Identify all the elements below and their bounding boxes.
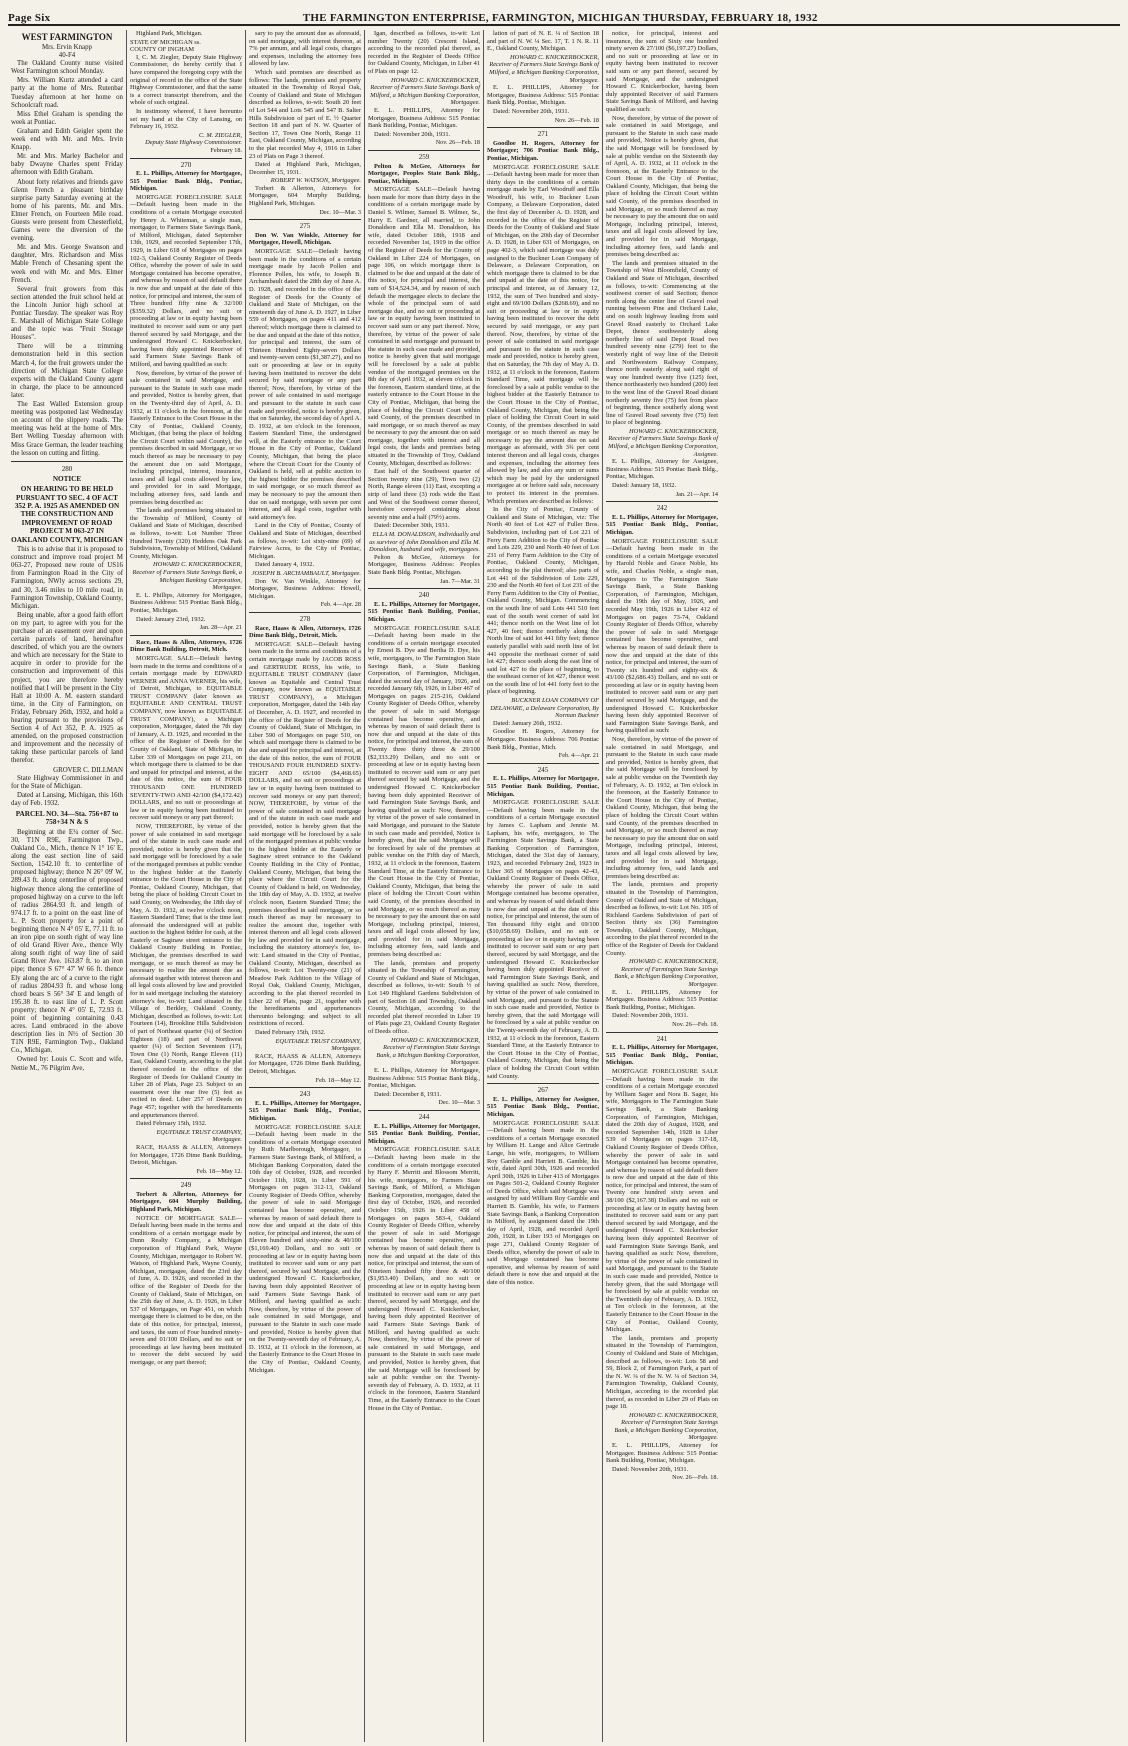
byline: Mrs. Ervin Knapp — [42, 44, 92, 51]
attorney-line: E. L. Phillips, Attorney for Mortgagee, 515 Pontiac Bank Building, Pontiac, Michigan. — [368, 1122, 480, 1145]
attorney-address: Torbert & Allerton, Attorneys for Mortgagee, 604 Murphy Building, Highland Park, Michigan. — [249, 184, 361, 208]
signature: ELLA M. DONALDSON, individually and as survivor of John Donaldson and Ella M. Donaldson, husband and wife, mortgagees. — [369, 531, 480, 554]
signature: GROVER C. DILLMAN — [53, 766, 123, 774]
signature: HOWARD C. KNICKERBOCKER, Receiver of Farmers State Savings Bank, a Michigan Banking Corporation, Mortgagee. — [132, 561, 242, 592]
news-item: Several fruit growers from this section attended the fruit school held at the Lincoln Junior high school at Pontiac Tuesday. The speaker was Roy E. Marshall of Michigan State College and the topic was "Fruit Storage Houses". — [11, 285, 123, 342]
attorney-line: Race, Haass & Allen, Attorneys, 1726 Dime Bank Bldg., Detroit, Mich. — [249, 624, 361, 640]
legal-text: MORTGAGE FORECLOSURE SALE—Default having been made in the conditions of a certain Mortgage executed by James C. Lapham and Jennie M. Lapham, his wife, mortgagors, to The Farmington State Savings Bank, a State Banking Corporation of Farmington, Michigan, dated the 31st day of January, 1923, and recorded February 2nd, 1923 in Liber 365 of Mortgages on pages 42-43, Oakland County Register of Deeds Office, whereby the power of sale in said Mortgage contained has become operative, and whereas by reason of said default there is now due and unpaid at the date of this notice, for principal and interest, the sum of Ten thousand fifty eight and 69/100 ($10,058.69) Dollars, and no suit or proceeding at law or in equity having been instituted to recover said sum or any part thereof, secured by said Mortgage, and the undersigned Howard C. Knickerbocker having been duly appointed Receiver of said Farmington State Savings Bank, and having qualified as such: Now, therefore, by virtue of the power of sale contained in said Mortgage, and pursuant to the Statute in such case made and provided, Notice is hereby given, that the said Mortgage will be foreclosed by a sale at public vendue on the Twenty-seventh day of February, A. D. 1932, at 11 o'clock in the forenoon, Eastern Standard Time, at the Easterly Entrance to the Court House in the City of Pontiac, Oakland County, Michigan, that being the place of holding the Circuit Court within said County. — [487, 799, 599, 1080]
run-dates: Nov. 26—Feb. 18 — [435, 139, 480, 147]
attorney-line: E. L. Phillips, Attorney for Mortgagee, 515 Pontiac Bank Bldg., Pontiac, Michigan. — [249, 1099, 361, 1122]
attorney-line: E. L. Phillips, Attorney for Mortgagee, 515 Pontiac Bank Building, Pontiac, Michigan. — [368, 600, 480, 623]
run-dates: Jan. 7—Mar. 31 — [440, 577, 480, 585]
notice-number: 241 — [656, 1034, 668, 1043]
attorney-line: Race, Haass & Allen, Attorneys, 1726 Dime Bank Building, Detroit, Mich. — [130, 638, 242, 654]
attorney-address: Pelton & McGee, Attorneys for Mortgagee, Business Address: Peoples State Bank Bldg. Pontiac, Michigan. — [368, 553, 480, 576]
legal-text: MORTGAGE SALE—Default having been made for more than thirty days in the conditions of a certain mortgage made by Daniel S. Wilmer, Samuel B. Wilmer, Sr., Harry E. Gardner, all married, to John Donaldson and Ella M. Donaldson, his wife, dated October 18th, 1918 and recorded November 1st, 1919 in the office of the Register of Deeds for the County of Oakland in Liber 224 of Mortgages, on page 106, on which mortgage there is claimed to be due and unpaid at the date of this notice, for principal and interest, the sum of $14,524.34, and by reason of such default the mortgagee elects to declare the whole of the principal sum of said mortgage due, and no suit or proceeding at law or in equity having been instituted to recover said sum or any part thereof. Now, therefore, by virtue of the power of sale contained in said mortgage and pursuant to the statute in such case made and provided, notice is hereby given that said mortgage will be foreclosed by a sale at public vendue of the mortgaged premises on the 8th day of April 1932, at eleven o'clock in the forenoon, Eastern standard time, at the easterly entrance to the Court House in the City of Pontiac, Michigan, that being the place of holding the Circuit Court within said County, of the premises described in said mortgage, or so much thereof as may be necessary to pay the amount due on said mortgage, together with interest and all legal costs, the lands and premises being situated in the Township of Troy, Oakland County, Michigan, described as follows: — [368, 186, 480, 467]
signature: C. M. ZIEGLER, — [198, 131, 242, 139]
run-dates: Jan. 21—Apr. 14 — [675, 490, 718, 498]
notice-date: Dated: January 26th, 1932. — [493, 719, 563, 727]
signature-title: State Highway Commissioner in and for the State of Michigan. — [11, 774, 123, 790]
legal-text: Now, therefore, by virtue of the power of sale contained in said Mortgage, and pursuant to the Statute in such case made and provided, Notice is hereby given, that on the Twenty-third day of April, A. D. 1932, at 11 o'clock in the forenoon, at the Easterly Entrance to the Court House in the City of Pontiac, Oakland County, Michigan, (that being the place of holding the Circuit Court within said County), the premises described in said Mortgage, or so much thereof as may be necessary to pay the amount due on said Mortgage, including principal, interest, insurance, taxes and all legal costs allowed by law, and provided for in said Mortgage, including attorney fees, said lands and premises being described as: — [130, 369, 242, 506]
notice-number: 280 — [61, 464, 73, 473]
notice-number: 259 — [418, 152, 430, 161]
legal-text: The lands, premises and property situated in the Township of Farmington, County of Oakland and State of Michigan, described as follows, to-wit: Lot No. 105 of Richland Gardens Subdivision of part of Section thirty six (36) Farmington Township, Oakland County, Michigan, according to the plat thereof recorded in the office of the Register of Deeds for Oakland County. — [606, 881, 718, 957]
notice-heading: NOTICE — [52, 474, 82, 483]
attorney-address: Goodloe H. Rogers, Attorney for Mortgagee. Business Address: 706 Pontiac Bank Bldg., Pontiac, Mich. — [487, 728, 599, 751]
page-header — [8, 6, 1120, 26]
divider — [487, 763, 599, 764]
attorney-line: Pelton & McGee, Attorneys for Mortgagee, Peoples State Bank Bldg., Pontiac, Michigan. — [368, 162, 480, 185]
legal-text: MORTGAGE FORECLOSURE SALE—Default having been made in the conditions of a certain Mortgage executed by Harold Noble and Grace Noble, his wife, and Charles Noble, a single man, Mortgagors to The Farmington State Savings Bank, a State Banking Corporation, of Farmington, Michigan, dated the 19th day of May, 1926, and recorded May 19th, 1926 in Liber 412 of Mortgages on pages 73-74, Oakland County Register of Deeds Office, whereby the power of sale in said Mortgage contained has become operative, and whereas by reason of said default there is now due and unpaid at the date of this notice, for principal and interest, the sum of Twenty six hundred and eighty-six & 43/100 ($2,686.43) Dollars, and no suit or proceeding at law or in equity having been instituted to recover said sum or any part thereof secured by said Mortgage, and the undersigned Howard C. Knickerbocker having been duly appointed Receiver of said Farmington State Savings Bank, and having qualified as such: — [606, 537, 718, 735]
signature: ROBERT W. WATSON, Mortgagee. — [270, 177, 361, 185]
divider — [130, 158, 242, 159]
legal-text: The lands and premises being situated in the Township of Milford, County of Oakland and State of Michigan, described as follows, to-wit: Lot Number Three Hundred Twenty (320) Heddens Oak Park Subdivision, Township of Milford, Oakland County, Michigan. — [130, 507, 242, 560]
attorney-address: E. L. Phillips, Attorney for Mortgagee, Business Address: 515 Pontiac Bank Bldg., Pontiac, Michigan. — [130, 591, 242, 614]
attorney-line: E. L. Phillips, Attorney for Assignee, 515 Pontiac Bank Bldg., Pontiac, Michigan. — [487, 1095, 599, 1118]
attorney-address: E. L. PHILLIPS, Attorney for Mortgagee, Business Address: 515 Pontiac Bank Bldg. Pontiac, Michigan. — [487, 84, 599, 107]
signature: EQUITABLE TRUST COMPANY, Mortgagee. — [156, 1128, 242, 1144]
run-dates: Nov. 26—Feb. 18. — [672, 1021, 718, 1028]
notice-number: 278 — [299, 614, 311, 623]
signature: HOWARD C. KNICKERBOCKER, Receiver of Farmers State Savings Bank of Milford, a Michigan Banking Corporation, Assignee. — [608, 427, 718, 458]
legal-text: NOTICE OF MORTGAGE SALE—Default having been made in the terms and conditions of a certain mortgage made by Dunn Realty Company, a Michigan corporation of Highland Park, Wayne County, Michigan, mortgagor to Robert W. Watson, of Highland Park, Wayne County, Michigan, mortgagee, dated the 23rd day of June, A. D. 1926, and recorded in the office of the Register of Deeds for the County of Oakland, State of Michigan, on the 25th day of June, A. D. 1926, in Liber 537 of Mortgages, on Page 451, on which mortgage there is claimed to be due, on the date of this notice, for principal, interest, and taxes, the sum of Four hundred ninety-seven and 01/100 Dollars, and no suit or proceedings at law having been instituted to recover the debt secured by said mortgage, or any part thereof; — [130, 1214, 242, 1366]
signature: HOWARD C. KNICKERBOCKER, Receiver of Farmington State Savings Bank, a Michigan Banking Corporation, Mortgagee. — [614, 958, 718, 989]
attorney-address: RACE, HAASS & ALLEN, Attorneys for Mortgagee, 1726 Dime Bank Building, Detroit, Michigan. — [249, 1052, 361, 1075]
attorney-address: RACE, HAASS & ALLEN, Attorneys for Mortgagee, 1726 Dime Bank Building, Detroit, Michigan. — [130, 1143, 242, 1167]
signature: BUCKNER LOAN COMPANY OF DELAWARE, a Delaware Corporation, By Norman Buckner — [490, 697, 599, 720]
divider — [487, 127, 599, 128]
notice-number: 271 — [537, 130, 549, 139]
news-item: The Oakland County nurse visited West Farmington school Monday. — [11, 60, 123, 76]
attorney-address: E. L. PHILLIPS, Attorney for Mortgagee. Business Address: 515 Pontiac Bank Building, Pontiac, Michigan. — [606, 988, 718, 1011]
notice-date: Dated: November 20th, 1931. — [612, 1465, 689, 1473]
legal-text: Now, therefore, by virtue of the power of sale contained in said Mortgage, and pursuant to the Statute in such case made and provided, Notice is hereby given, that the said Mortgage will be foreclosed by sale at public vendue on the Twentieth day of February, A. D. 1932, at Ten o'clock in the forenoon, at the Easterly Entrance to the Court House in the City of Pontiac, Oakland County, Michigan, that being the place of holding the Circuit Court within said County, of the premises described in said Mortgage, or so much thereof as may be necessary to pay the amount due on said Mortgage, including principal, interest, taxes and all legal costs allowed by law, and provided for in said Mortgage, including attorney fees, said lands and premises being described as: — [606, 736, 718, 880]
legal-text: I, C. M. Ziegler, Deputy State Highway Commissioner, do hereby certify that I have compared the foregoing copy with the original of record in the office of the State Highway Commissioner, and that the same is a correct transcript therefrom, and the whole of such original. — [130, 53, 242, 107]
attorney-line: Torbert & Allerton, Attorneys for Mortgagee, 604 Murphy Building, Highland Park, Michigan. — [130, 1190, 242, 1214]
legal-text: MORTGAGE SALE—Default having been made in the terms and conditions of a certain mortgage made by JACOB ROSS and GERTRUDE ROSS, his wife, to EQUITABLE TRUST COMPANY (later known as Equitable and Central Trust Company, now known as EQUITABLE TRUST COMPANY), a Michigan corporation, Mortgagee, dated the 14th day of December, A. D. 1927, and recorded in the office of the Register of Deeds for the County of Oakland, State of Michigan, in Liber 590 of Mortgages on page 510, on which said mortgage there is claimed to be due and unpaid for principal and interest, at the date of this notice, the sum of FOUR THOUSAND FOUR HUNDRED SIXTY-EIGHT AND 65/100 ($4,468.65) DOLLARS, and no suit or proceedings at law or in equity having been instituted to recover said moneys or any part thereof; NOW, THEREFORE, by virtue of the power of sale contained in said mortgage and of the statute in such case made and provided, notice is hereby given that the said mortgage will be foreclosed by a sale of the mortgaged premises at public vendue to the highest bidder at the Easterly or Saginaw street entrance to the Oakland County Building in the City of Pontiac, Oakland County, Michigan, that being the place where the Circuit Court for the County of Oakland is held, on Wednesday, the 18th day of May, A. D. 1932, at twelve o'clock noon, Eastern Standard Time; the premises described in said mortgage, or so much thereof as may be necessary to realize the amount due, together with interest thereon and all legal costs allowed by law and provided for in said mortgage, including the statutory attorney's fee, to-wit: Land situated in the City of Pontiac, Oakland County, Michigan, described as follows, to-wit: Lot Twenty-one (21) of Meadow Park Addition to the Village of Royal Oak, Oakland County, Michigan, according to the plat thereof recorded in Liber 22 of Plats, page 21, together with the hereditaments and appurtenances thereunto belonging; and subject to all restrictions of record. — [249, 640, 361, 1028]
attorney-line: E. L. Phillips, Attorney for Mortgagee, 515 Pontiac Bank Bldg., Pontiac, Michigan. — [606, 1044, 718, 1067]
legal-text: Land in the City of Pontiac, County of Oakland and State of Michigan, described as follows, to-wit: Lot sixty-nine (69) of Fairview Acres, to the City of Pontiac, Michigan. — [249, 522, 361, 560]
attorney-line: Don W. Van Winkle, Attorney for Mortgagee, Howell, Michigan. — [249, 231, 361, 247]
legal-text: MORTGAGE SALE—Default having been made in the conditions of a certain mortgage made by Jacob Pollen and Florence Pollen, his wife, to Joseph B. Archambault dated the 28th day of June A. D. 1928, and recorded in the office of the Register of Deeds for the County of Oakland and State of Michigan, on the nineteenth day of June A. D. 1927, in Liber 559 of Mortgages, on pages 411 and 412 thereof; which mortgage there is claimed to be due and unpaid at the date of this notice, for principal and interest, the sum of Thirteen Hundred Eighty-seven Dollars and twenty-seven cents ($1,387.27), and no suit or proceeding at law or in equity having been instituted to recover the debt secured by said mortgage or any part thereof; Now, therefore, by virtue of the power of sale contained in said mortgage and pursuant to the statute in such case made and provided, notice is hereby given, that on Saturday, the second day of April A. D. 1932, at ten o'clock in the forenoon, Eastern Standard Time, the undersigned will, at the Easterly entrance to the Court House in the City of Pontiac, Oakland County, Michigan, that being the place where the Circuit Court for the County of Oakland is held, sell at public auction to the highest bidder the premises described in said mortgage, or so much thereof as may be necessary to pay the amount then due on said mortgage, with seven per cent interest, and all legal costs, together with said attorney's fee. — [249, 248, 361, 521]
notice-text: This is to advise that it is proposed to construct and improve road project M 063-27, Proposed new route of US16 from Farmington Road in the City of Farmington, NWly across sections 29, and 30, 3.46 miles to 10 mile road, in Farmington Township, Oakland County, Michigan. — [11, 546, 123, 610]
notice-number: 244 — [418, 1112, 430, 1121]
column-4 — [365, 30, 484, 1742]
legal-text: In testimony whereof, I have hereunto set my hand at the City of Lansing, on February 16, 1932. — [130, 107, 242, 131]
divider — [368, 1110, 480, 1111]
legal-text: MORTGAGE FORECLOSURE SALE—Default having been made in the conditions of a certain Mortgage executed by Henry A. Whiteman, a single man, mortgagor, to Farmers State Savings Bank, of Milford, Michigan, dated September 13th, 1929, and recorded September 17th, 1929, in Liber 618 of Mortgages on pages 102-3, Oakland County Register of Deeds Office, whereby the power of sale in said Mortgage contained has become operative, and whereas by reason of said default there is now due and unpaid at the date of this notice, for principal and interest, the sum of Three hundred fifty nine & 32/100 ($359.32) Dollars, and no suit or proceeding at law or in equity having been instituted to recover said sum or any part thereof secured by said Mortgage, and the undersigned Howard C. Knickerbocker, having been duly appointed Receiver of said Farmers State Savings Bank of Milford, and having qualified as such: — [130, 193, 242, 368]
attorney-address: E. L. Phillips, Attorney for Mortgagee, Business Address: 515 Pontiac Bank Bldg., Pontiac, Michigan. — [368, 1066, 480, 1090]
divider — [368, 588, 480, 589]
page-number: Page Six — [8, 12, 51, 24]
notice-date: Dated: December 8, 1931. — [374, 1090, 442, 1098]
news-item: Mr. and Mrs. Marley Bachelor and baby Dwayne Charles spent Friday afternoon with Edith Graham. — [11, 153, 123, 177]
legal-text: Now, therefore, by virtue of the power of sale contained in said Mortgage, and pursuant to the Statute in such case made and provided, Notice is hereby given, that the said Mortgage will be foreclosed by sale at public vendue on the Sixteenth day of April, A. D. 1932, at 11 o'clock in the forenoon, at the Easterly Entrance to the Court House in the City of Pontiac, Oakland County, Michigan, that being the place of holding the Circuit Court within said County, of the premises described in said Mortgage, or so much thereof as may be necessary to pay the amount due on said Mortgage, including principal, interest, taxes and all legal costs allowed by law, and provided for in said Mortgage, including attorney fees, said lands and premises being described as: — [606, 114, 718, 259]
notice-date: Dated: November 20th, 1931. — [374, 130, 451, 138]
run-dates: February 18. — [210, 146, 242, 154]
notice-date: Dated: January 18, 1932. — [612, 482, 677, 490]
attorney-line: E. L. Phillips, Attorney for Mortgagee, 515 Pontiac Bank Building, Pontiac, Michigan. — [487, 775, 599, 798]
attorney-line: Goodloe H. Rogers, Attorney for Mortgagee; 706 Pontiac Bank Bldg., Pontiac, Michigan. — [487, 139, 599, 162]
legal-text: MORTGAGE FORECLOSURE SALE—Default having been made in the conditions of a certain mortgage executed by Ernest B. Dye and Bertha D. Dye, his wife, mortgagors, to The Farmington State Savings Bank, a State Banking Corporation, of Farmington, Michigan, dated the second day of January, 1926, and recorded January 6th, 1926, in Liber 467 of Mortgages on pages 215-216, Oakland County Register of Deeds Office, whereby the power of sale in said Mortgage contained has become operative, and whereas by reason of said default there is now due and unpaid at the date of this notice, for principal and interest, the sum of Twenty three thirty three & 29/100 ($2,333.29) Dollars, and no suit or proceeding at law or in equity having been instituted to recover said sum or any part thereof secured by said Mortgage, and the undersigned Howard C. Knickerbocker having been duly appointed Receiver of said Farmington State Savings Bank, and having qualified as such: Now, therefore, by virtue of the power of sale contained in said Mortgage, and pursuant to the Statute in such case made and provided, Notice is hereby given, that the said Mortgage will be foreclosed by sale of the premises at public vendue on the Fifth day of March, 1932, at 11 o'clock in the forenoon, Eastern Standard Time, at the Easterly Entrance to the Court House in the City of Pontiac, Oakland County, Michigan, that being the place of holding the Circuit Court within said County, of the premises described in said Mortgage, or so much thereof as may be necessary to pay the amount due on said Mortgage, including principal, interest, taxes and all legal costs allowed by law, and provided for in said Mortgage, including attorney fees, said lands and premises being described as: — [368, 624, 480, 959]
run-dates: Dec. 10—Mar. 3 — [438, 1099, 480, 1107]
legal-text: MORTGAGE SALE—Default having been made in the terms and conditions of a certain mortgage made by EDWARD WERNER and ANNA WERNER, his wife, of Detroit, Michigan, to EQUITABLE TRUST COMPANY (later known as EQUITABLE AND CENTRAL TRUST COMPANY, now known as EQUITABLE TRUST COMPANY), a Michigan corporation, Mortgagee, dated the 7th day of January, A. D. 1925, and recorded in the office of the Register of Deeds for the County of Oakland, State of Michigan, in Liber 339 of Mortgages on page 211, on which mortgage there is claimed to be due and unpaid for principal and interest, at the date of this notice, the sum of FOUR THOUSAND ONE HUNDRED SEVENTY-TWO AND 42/100 ($4,172.42) DOLLARS, and no suit or proceedings at law or in equity having been instituted to recover said moneys or any part thereof; — [130, 654, 242, 822]
divider — [130, 635, 242, 636]
county-line: COUNTY OF INGHAM — [130, 46, 195, 54]
attorney-address: Don W. Van Winkle, Attorney for Mortgagee, Business Address: Howell, Michigan. — [249, 577, 361, 600]
legal-text: The lands, premises and property situated in the Township of Farmington, County of Oakland and State of Michigan, described as follows, to-wit: Lots 58 and 59, Block 2, of Farmington Park, a part of the N. W. ¼ of the N. W. ¼ of Section 34, Farmington Township, Oakland County, Michigan, according to the recorded plat thereof, as recorded in Liber 29 of Plats on page 18. — [606, 1334, 718, 1411]
notice-date: Dated at Lansing, Michigan, this 16th day of Feb. 1932. — [11, 791, 123, 807]
divider — [130, 1178, 242, 1179]
legal-text: East half of the Southwest quarter of Section twenty nine (29), Town two (2) North, Range eleven (11) East, excepting a strip of land three (3) rods wide the East and West of the Southwest corner thereof, heretofore conveyed containing about seventy nine and a half (79½) acres. — [368, 468, 480, 521]
news-item: The East Walled Extension group meeting was postponed last Wednesday on account of the slippery roads. The meeting was held at the home of Mrs. Bert Welling Tuesday afternoon with Miss Grace German, the leader teaching the lesson on cutting and fitting. — [11, 401, 123, 457]
columns — [8, 30, 1120, 1742]
legal-text: Which said premises are described as follows: The lands, premises and property situated in the Township of Royal Oak, County of Oakland and State of Michigan described as follows, to-wit: South 20 feet of Lot 544 and Lots 545 and 547 B. Salter Hills Subdivision of part of E. ½ Quarter Section 18 and part of N. W. Quarter of Section 17, Town One North, Range 11 East, Oakland County, Michigan, according to the plat recorded May 4, 1916 in Liber 23 of Plats on Page 3 thereof. — [249, 68, 361, 160]
signature: HOWARD C. KNICKERBOCKER, Receiver of Farmers State Savings Bank of Milford, a Michigan Banking Corporation, Mortgagee. — [370, 76, 480, 107]
newspaper-masthead: THE FARMINGTON ENTERPRISE, FARMINGTON, MICHIGAN THURSDAY, FEBRUARY 18, 1932 — [302, 12, 818, 24]
run-dates: Feb. 18—May 12. — [315, 1076, 361, 1084]
divider — [606, 501, 718, 502]
divider — [606, 1032, 718, 1033]
run-dates: Feb. 4—Apr. 21 — [558, 752, 599, 760]
notice-title: ON HEARING TO BE HELD PURSUANT TO SEC. 4 OF ACT 352 P. A. 1925 AS AMENDED ON THE CONSTRUCTION AND IMPROVEMENT OF ROAD PROJECT M 063-27 IN OAKLAND COUNTY, MICHIGAN — [11, 485, 123, 544]
notice-date: Dated February 15th, 1932. — [255, 1029, 326, 1036]
news-item: Graham and Edith Geigler spent the week end with Mr. and Mrs. Irvin Knapp. — [11, 127, 123, 152]
column-6 — [603, 30, 721, 1742]
column-5 — [484, 30, 603, 1742]
notice-number: 267 — [537, 1086, 549, 1095]
run-dates: Nov. 26—Feb. 18. — [672, 1474, 718, 1482]
signature-title: Deputy State Highway Commissioner. — [145, 139, 242, 147]
legal-text: lation of part of N. E. ¼ of Section 18 and part of N. W. ¼ Sec. 17, T. 1 N. R. 11 E., Oakland County, Michigan. — [487, 30, 599, 53]
legal-text: The lands and premises situated in the Township of West Bloomfield, County of Oakland and State of Michigan, described as follows, to-wit: Commencing at the southwest corner of said Section; thence north along the center line of Gravel road running between Pine and Orchard Lake, and on south highway leading from said Gravel Road easterly to Orchard Lake Depot, thence southwesterly along northerly line of said Depot Road two hundred seventy nine (279) feet to the westerly right of way line of the Detroit and Northwestern Railway Company, thence north easterly along said right of way one hundred twenty five (125) feet, thence northeasterly two hundred (200) feet to the west line of the Gravel Road distant northerly seventy five (75) feet from place of beginning, thence southerly along west line of Gravel Road seventy five (75) feet to place of beginning. — [606, 259, 718, 427]
run-dates: Feb. 18—May 12. — [196, 1167, 242, 1175]
notice-date: Dated: January 23rd, 1932. — [136, 615, 206, 623]
owner-text: Owned by: Louis C. Scott and wife, Nettie M., 76 Pilgrim Ave, — [11, 1056, 123, 1072]
signature: EQUITABLE TRUST COMPANY, Mortgagee. — [275, 1037, 361, 1053]
notice-number: 249 — [180, 1181, 192, 1190]
legal-text: sary to pay the amount due as aforesaid, on said mortgage, with interest thereon, at 7% per annum, and all legal costs, charges and expenses, including the attorney fees allowed by law. — [249, 30, 361, 68]
news-item: Miss Ethel Graham is spending the week at Pontiac. — [11, 110, 123, 126]
notice-date: Dated January 4, 1932. — [255, 561, 315, 569]
phone-number: 40-F4 — [58, 52, 76, 60]
legal-text: MORTGAGE FORECLOSURE SALE—Default having been made in the conditions of a certain mortgage executed by Harry F. Merritt and Blossom Merritt, his wife, mortgagors, to Farmers State Savings Bank, of Milford, a Michigan Banking Corporation, mortgagee, dated the first day of October, 1926, and recorded October 15th, 1926 in Liber 458 of Mortgages on pages 583-4, Oakland County Register of Deeds Office, whereby the power of sale in said Mortgage contained has become operative, and whereas by reason of said default there is now due and unpaid at the date of this notice, for principal and interest, the sum of Nineteen hundred fifty three & 40/100 ($1,953.40) Dollars, and no suit or proceeding at law or in equity having been instituted to recover said sum or any part thereof, secured by said Mortgage, and the undersigned Howard C. Knickerbocker, having been duly appointed Receiver of said Farmers State Savings Bank of Milford, and having qualified as such: Now, therefore, by virtue of the power of sale contained in said Mortgage, and pursuant to the Statute in such case made and provided, Notice is hereby given, that the said Mortgage will be foreclosed by sale at public vendue on the Twenty-seventh day of February, A. D. 1932, at 11 o'clock in the forenoon, Eastern Standard Time, at the Easterly Entrance to the Court House in the City of Pontiac. — [368, 1146, 480, 1412]
notice-date: Dated February 15th, 1932. — [136, 1120, 207, 1128]
notice-date: Dated: November 20th, 1931. — [612, 1012, 689, 1020]
notice-number: 243 — [299, 1090, 311, 1099]
signature: HOWARD C. KNICKERBOCKER, Receiver of Farmington State Savings Bank, a Michigan Banking Corporation, Mortgagee. — [614, 1411, 718, 1442]
run-dates: Jan. 28—Apr. 21 — [199, 624, 242, 632]
attorney-line: E. L. Phillips, Attorney for Mortgagee, 515 Pontiac Bank Bldg., Pontiac, Michigan. — [606, 513, 718, 536]
notice-number: 245 — [537, 765, 549, 774]
run-dates: Feb. 4—Apr. 28 — [320, 601, 361, 609]
divider — [249, 219, 361, 220]
notice-text: Being unable, after a good faith effort on my part, to agree with you for the purchase of an easement over and upon certain parcels of land, hereinafter described, of which you are the owners and which are necessary for the State to acquire in order to provide for the construction and improvement of this project, you are therefore hereby notified that I will be present in the City Hall at 10:00 A. M. eastern standard time, in the City of Farmington, on Friday, February 26th, 1932, and hold a hearing pursuant to the provisions of Section 4 of Act 352, P. A. 1925 as amended, on the proposed construction and improvement and the necessity of taking these particular parcels of land therefor. — [11, 611, 123, 765]
signature: JOSEPH B. ARCHAMBAULT, Mortgagee. — [251, 569, 361, 577]
divider — [249, 1087, 361, 1088]
column-3 — [246, 30, 365, 1742]
legal-text: MORTGAGE FORECLOSURE SALE—Default having been made in the conditions of a certain Mortgage executed by William Sager and Nora B. Sager, his wife, Mortgagors to The Farmington State Savings Bank, a State Banking Corporation, of Farmington, Michigan, dated the 20th day of August, 1928, and recorded September 14th, 1928 in Liber 539 of Mortgages on pages 317-18, Oakland County Register of Deeds Office, whereby the power of sale in said Mortgage contained has become operative, and whereas by reason of said default there is now due and unpaid at the date of this notice, for principal and interest, the sum of Twenty one hundred sixty seven and 38/100 ($2,167.38) Dollars and no suit or proceeding at law or in equity having been instituted to recover said sum or any part thereof secured by said Mortgage, and the undersigned Howard C. Knickerbocker having been duly appointed Receiver of said Farmington State Savings Bank, and having qualified as such: Now, therefore, by virtue of the power of sale contained in said Mortgage, and pursuant to the Statute in such case made and provided, Notice is hereby given, that the said Mortgage will be foreclosed by sale at public vendue on the Twentieth day of February, A. D. 1932, at Ten o'clock in the forenoon, at the Easterly Entrance to the Court House in the City of Pontiac, Oakland County, Michigan. — [606, 1067, 718, 1334]
divider — [368, 150, 480, 151]
legal-text: MORTGAGE FORECLOSURE SALE—Default having been made in the conditions of a certain Mortgage executed by William H. Lange and Alice Gertrude Lange, his wife, mortgagors, to William Roy Gamble and Harriett B. Gamble, his wife, dated April 30th, 1926 and recorded April 30th, 1926 in Liber 413 of Mortgages on Pages 501-2, Oakland County Register of Deeds Office, which said Mortgage was assigned by said William Roy Gamble and Harriett B. Gamble, his wife, to Farmers State Savings Bank, a Banking Corporation in Milford, by assignment dated the 19th day of April, 1928, and recorded April 20th, 1928, in Liber 193 of Mortgages on page 271, Oakland County Register of Deeds office, whereby the power of sale in said Mortgage contained has become operative, and whereas by reason of said default there is now due and unpaid at the date of this notice. — [487, 1119, 599, 1286]
parcel-text: Beginning at the E¼ corner of Sec. 30, T1N R9E, Farmington Twp., Oakland Co., Mich., thence N 1° 16' E, along the east section line of said Section, 1542.10 ft. to centerline of proposed highway; thence N 26° 09' W, 289.43 ft. along centerline of proposed highway thence along the centerline of proposed highway on a curve to the left of radius 2864.93 ft. and length of 974.17 ft. to a point on the east line of L. P. Scott property for a point of beginning thence N 4° 05' E, 77.11 ft. to an iron pipe on south right of way line of old Grand River Ave., thence Wly along south right of way line of said Grand River Ave. 163.87 ft. to an iron pipe; thence S 67° 47' W 66 ft. thence Ely along the arc of a curve to the right of radius 2804.93 ft. and whose long chord bears S 56° 34' E and length of 195.38 ft. to east line of L. P. Scott property; thence N 4° 05' E, 72.93 ft. point of beginning containing 0.43 acres. Land embraced in the above description lies in N½ of Section 30 T1N R9E, Farmington Twp., Oakland Co., Michigan. — [11, 828, 123, 1055]
attorney-line: E. L. Phillips, Attorney for Mortgagee, 515 Pontiac Bank Bldg., Pontiac, Michigan. — [130, 170, 242, 193]
notice-number: 242 — [656, 504, 668, 513]
legal-text: MORTGAGE FORECLOSURE SALE—Default having been made for more than thirty days in the conditions of a certain mortgage made by Earl Woodruff and Ella Woodruff, his wife, to Buckner Loan Company, a Delaware Corporation, dated the first day of December A. D. 1928, and recorded in the office of the Register of Deeds for the County of Oakland and State of Michigan, on the 20th day of December A. D. 1928, in Liber 631 of Mortgages, on page 402-3, which said mortgage was duly assigned to the Buckner Loan Company of Delaware, a Delaware Corporation, on which mortgage there is claimed to be due and unpaid at the date of this notice, for principal and interest, as of January 12, 1932, the sum of Two hundred and sixty-eight and 69/100 Dollars ($268.69), and no suit or proceeding at law or in equity having been instituted to recover the debt secured by said mortgage, or any part thereof. Now, therefore, by virtue of the power of sale contained in said mortgage and pursuant to the statute in such case made and provided, notice is hereby given, that on Saturday, the 7th day of May A. D. 1932, at 11 o'clock in the forenoon, Eastern Standard Time, said mortgage will be foreclosed by a sale at public vendue to the highest bidder at the Easterly Entrance to the Court House in the City of Pontiac, Oakland County, Michigan, that being the place of holding the Circuit Court in said County, of the premises described in said mortgage or so much thereof as may be necessary to pay the amount due on said mortgage as aforesaid, with 3¾ per cent interest thereon and all legal costs, charges and expenses, including the attorney fees allowed by law, and also any sum or sums which may be paid by the undersigned mortgagee at or before said sale, necessary to protect its interest in the premises. Which premises are described as follows: — [487, 163, 599, 505]
news-item: About forty relatives and friends gave Glenn French a pleasant birthday surprise party Saturday evening at the home of his parents, Mr. and Mrs. Elmer French, on Fourteen Mile road. Guests were present from Chesterfield, Games were the diversion of the evening. — [11, 178, 123, 243]
legal-text: Igan, described as follows, to-wit: Lot number Twenty (20) Crescent Island, according to the recorded plat thereof, as recorded in the Register of Deeds Office for Oakland County, Michigan, in Liber 41 of Plats on page 12. — [368, 30, 480, 75]
news-item: Mrs. William Kurtz attended a card party at the home of Mrs. Rutenbar Tuesday afternoon at her home on Schoolcraft road. — [11, 77, 123, 109]
notice-date: Dated: December 30th, 1931. — [374, 522, 450, 530]
notice-date: Dated: November 20th, 1931. — [493, 107, 570, 115]
legal-text: The lands, premises and property situated in the Township of Farmington, County of Oakland and State of Michigan, described as follows, to-wit: South ½ of Lot 149 Highland Gardens Subdivision of part of Section 18 and Township, Oakland County, Michigan, according to the recorded plat thereof recorded in Liber 19 of Plats page 23, Oakland County Register of Deeds office. — [368, 959, 480, 1035]
parcel-heading: PARCEL NO. 34—Sta. 756+87 to 758+34 N & S — [15, 810, 119, 827]
attorney-address: E. L. PHILLIPS, Attorney for Mortgagee. Business Address: 515 Pontiac Bank Building, Pontiac, Michigan. — [606, 1442, 718, 1465]
news-item: Mr. and Mrs. George Swanson and daughter, Mrs. Richardson and Miss Mable French of Chesaning spent the week end with Mr. and Mrs. Elmer French. — [11, 244, 123, 284]
notice-number: 275 — [299, 222, 311, 231]
attorney-address: E. L. Phillips, Attorney for Assignee, Business Address: 515 Pontiac Bank Bldg., Pontiac, Michigan. — [606, 458, 718, 481]
notice-number: 270 — [180, 160, 192, 169]
divider — [487, 1083, 599, 1084]
run-dates: Dec. 10—Mar. 3 — [319, 208, 361, 216]
state-line: STATE OF MICHIGAN ss. — [130, 38, 201, 46]
divider — [11, 461, 123, 462]
signature: HOWARD C. KNICKERBOCKER, Receiver of Farmers State Savings Bank of Milford, a Michigan Banking Corporation, Mortgagee. — [489, 53, 599, 84]
attorney-address: E. L. PHILLIPS, Attorney for Mortgagee, Business Address: 515 Pontiac Bank Building, Pontiac, Michigan. — [368, 106, 480, 130]
legal-text: Highland Park, Michigan. — [136, 30, 203, 37]
run-dates: Nov. 26—Feb. 18 — [554, 116, 599, 124]
legal-text: In the City of Pontiac, County of Oakland and State of Michigan, viz: The North 40 feet of Lot 427 of Fuller Bros. Subdivision, including part of Lot 221 of Ferry Farm Addition to the City of Pontiac and Lots 229, 230 and North 40 feet of Lot 231 of Ferry Farm Addition to the City of Pontiac, Oakland County, Michigan, according to the plat thereof; also parts of Lot 441 of the Subdivision of Lots 229, 230 and the North 40 feet of Lot 231 of the Ferry Farm Addition to the City of Pontiac, Oakland County, Michigan. Commencing on the south line of said Lots 441 510 feet east of the south west corner of said lot 441; thence north on the West line of lot 427, 40 feet; thence northerly along the North line of said lot 441 fifty feet; thence easterly parallel with said north line of lot 441 opposite the northeast corner of said lot 427; thence south along the east line of said lot 427 to the place of beginning, to the southeast corner of lot 427, thence west on the south line of lot 441 forty feet to the place of beginning. — [487, 506, 599, 696]
legal-text: notice, for principal, interest and insurance, the sum of Sixty one hundred ninety seven & 27/100 ($6,197.27) Dollars, and no suit or proceeding at law or in equity having been instituted to recover said sum or any part thereof, secured by said Mortgage, and the undersigned Howard C. Knickerbocker, having been duly appointed Receiver of said Farmers State Savings Bank of Milford, and having qualified as such: — [606, 30, 718, 113]
signature: HOWARD C. KNICKERBOCKER, Receiver of Farmington State Savings Bank, a Michigan Banking Corporation, Mortgagee. — [376, 1036, 480, 1067]
column-1 — [8, 30, 127, 1742]
notice-date: Dated at Highland Park, Michigan, December 15, 1931. — [249, 161, 361, 176]
legal-text: NOW, THEREFORE, by virtue of the power of sale contained in said mortgage and of the statute in such case made and provided, notice is hereby given that the said mortgage will be foreclosed by a sale of the mortgaged premises at public vendue to the highest bidder at the Easterly entrance to the Court House in the City of Pontiac, Oakland County, Michigan, that being the place of holding Circuit Court in said County, on Wednesday, the 18th day of May, A. D. 1932, at twelve o'clock noon, Eastern Standard Time; that is the time last aforesaid the undersigned will at public auction to the highest bidder for cash, at the Easterly or Saginaw street entrance to the Oakland County Building in Pontiac, Michigan, the premises described in said mortgage, or so much thereof as may be necessary to realize the amount due as aforesaid together with interest thereon and all legal costs allowed by law and provided for in said mortgage including the statutory attorney's fee, to-wit: Land situated in the Village of Berkley, Oakland County, Michigan, described as follows, to-wit: Lot Fourteen (14), Brookline Hills Subdivision of part of Northeast quarter (¼) of Section Eighteen (18) and part of Northwest quarter (¼) of Section Seventeen (17), Town One (1) North, Range Eleven (11) East, Oakland County, according to the plat thereof recorded in the office of the Register of Deeds for Oakland County in Liber 28 of Plats, Page 23. Subject to an easement over the rear five (5) feet as recited in deed. Liber 257 of Deeds on Page 457; together with the hereditaments and appurtenances thereof. — [130, 822, 242, 1119]
news-item: There will be a trimming demonstration held in this section March 4, for the fruit growers under the direction of Michigan State College experts with the Oakland County agent in charge, the place to be announced later. — [11, 343, 123, 399]
section-heading: WEST FARMINGTON — [21, 32, 113, 42]
legal-text: MORTGAGE FORECLOSURE SALE—Default having been made in the conditions of a certain Mortgage executed by Ruth Marlborough, Mortgagor, to Farmers State Savings Bank, of Milford, a Michigan Banking Corporation, dated the 10th day of October, 1928, and recorded October 11th, 1928, in Liber 591 of Mortgages on pages 312-13, Oakland County Register of Deeds Office, whereby the power of sale in said Mortgage contained has become operative, and whereas by reason of said default there is now due and unpaid at the date of this notice, for principal and interest, the sum of Eleven hundred and sixty-nine & 40/100 ($1,169.40) Dollars, and no suit or proceeding at law or in equity having been instituted to recover said sum or any part thereof, secured by said Mortgage, and the undersigned Howard C. Knickerbocker, having been duly appointed Receiver of said Farmers State Savings Bank of Milford, and having qualified as such: Now, therefore, by virtue of the power of sale contained in said Mortgage, and pursuant to the Statute in such case made and provided, Notice is hereby given that on the Twenty-seventh day of February, A. D. 1932, at 11 o'clock in the forenoon, at the Easterly Entrance to the Court House in the City of Pontiac, Oakland County, Michigan. — [249, 1123, 361, 1374]
notice-number: 240 — [418, 591, 430, 600]
column-2 — [127, 30, 246, 1742]
divider — [249, 612, 361, 613]
